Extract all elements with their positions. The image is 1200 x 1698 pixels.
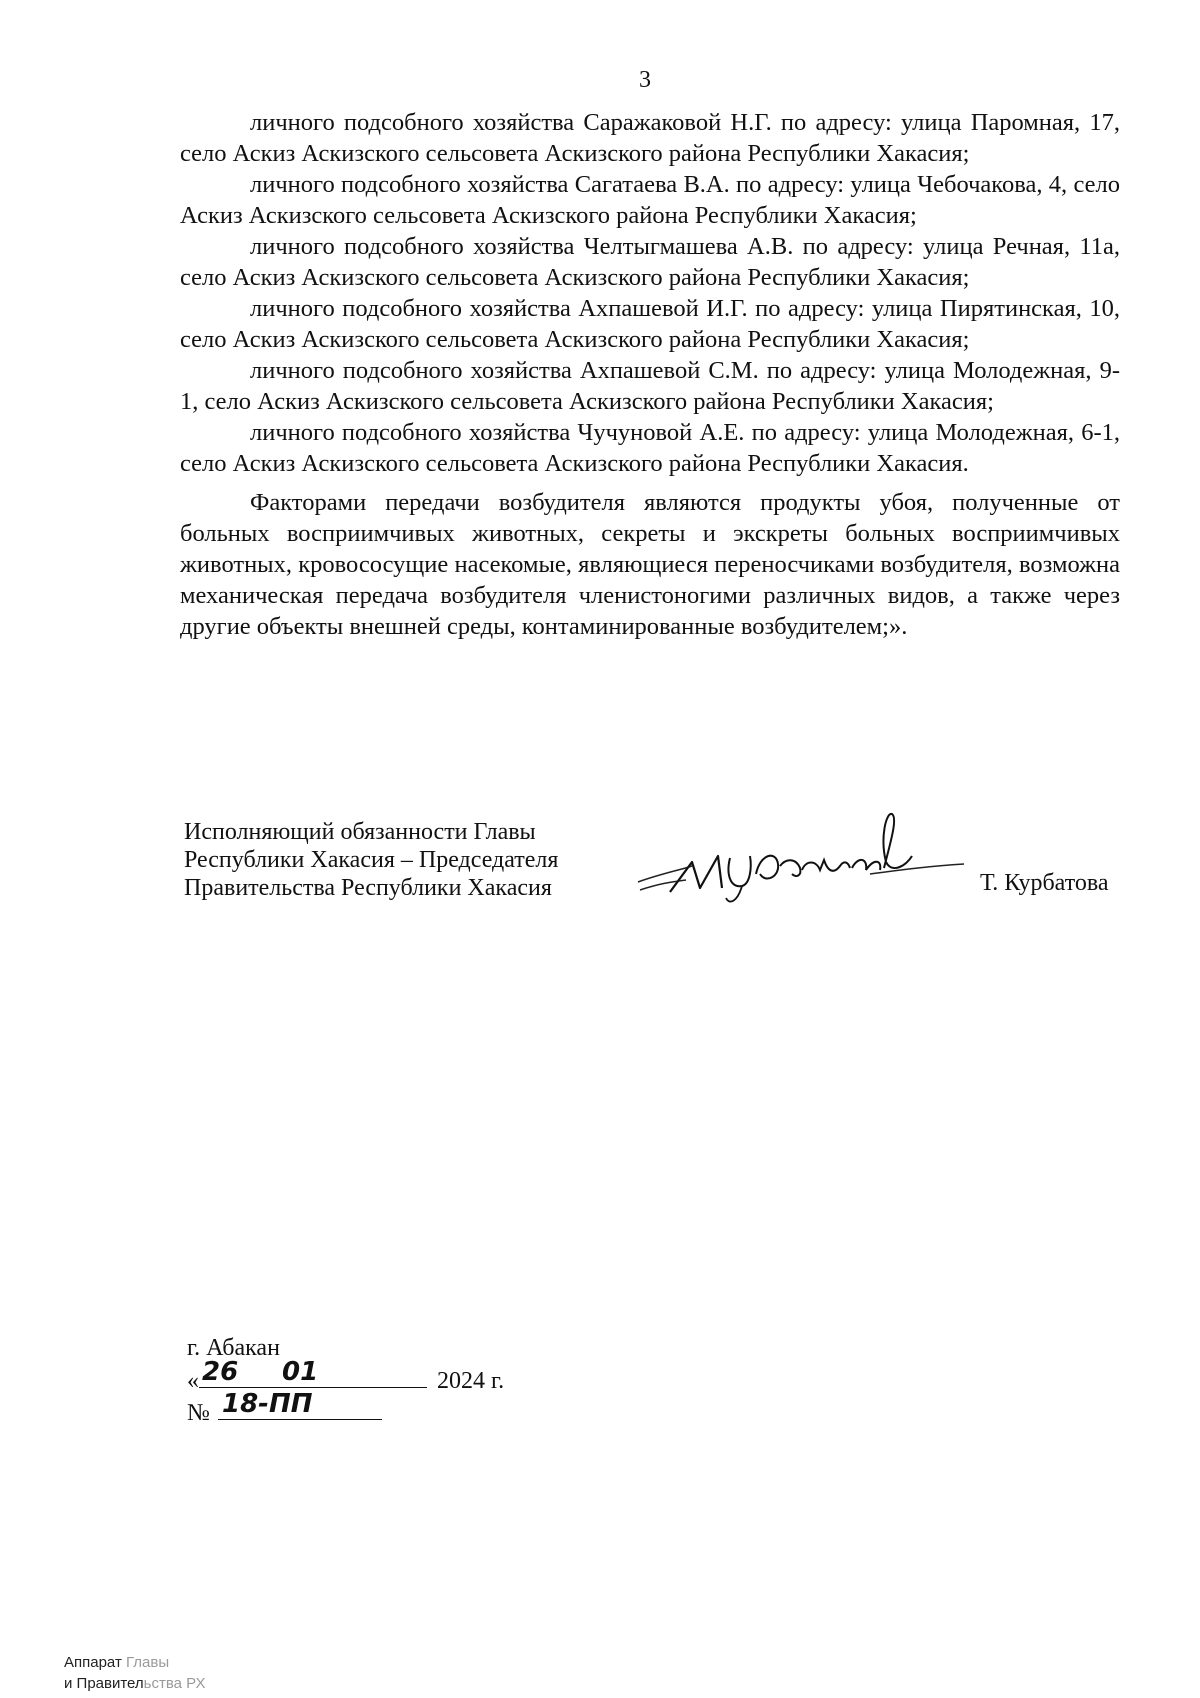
stamp-line xyxy=(64,1652,206,1673)
signer-name: Т. Курбатова xyxy=(980,870,1109,896)
paragraph-transmission-factors: Факторами передачи возбудителя являются продукты убоя, полученные от больных восприимчивых животных, секреты и экскреты больных восприимчивых животных, кровососущие насекомые, являющиеся переносчиками возбудителя, возможна механическая передача возбудителя членистоногими различных видов, а также через другие объекты внешней среды, контаминированные возбудителем;». xyxy=(180,489,1120,640)
position-line: Правительства Республики Хакасия xyxy=(184,875,552,901)
registration-stamp xyxy=(64,1652,206,1694)
stamp-text-line1-faint: Главы xyxy=(126,1654,170,1671)
signatory-position xyxy=(184,818,558,902)
position-line: Республики Хакасия – Председателя xyxy=(184,847,559,873)
page-number: 3 xyxy=(639,67,651,93)
paragraph: личного подсобного хозяйства Сагатаева В.А. по адресу: улица Чебочакова, 4, село Аскиз Аскизского сельсовета Аскизского района Республики Хакасия; xyxy=(180,171,1120,229)
paragraph: личного подсобного хозяйства Челтыгмашева А.В. по адресу: улица Речная, 11а, село Аскиз Аскизского сельсовета Аскизского района Республики Хакасия; xyxy=(180,233,1120,291)
paragraph: личного подсобного хозяйства Чучуновой А.Е. по адресу: улица Молодежная, 6-1, село Аскиз Аскизского сельсовета Аскизского района Республики Хакасия. xyxy=(180,419,1120,477)
number-label: № xyxy=(187,1400,210,1426)
date-year: 2024 г. xyxy=(437,1368,505,1394)
date-open-quote: « xyxy=(187,1368,199,1394)
handwritten-date-month: 01 xyxy=(282,1357,319,1387)
paragraph: личного подсобного хозяйства Ахпашевой И.Г. по адресу: улица Пирятинская, 10, село Аскиз Аскизского сельсовета Аскизского района Республики Хакасия; xyxy=(180,295,1120,353)
document-body xyxy=(180,107,1120,642)
paragraph: личного подсобного хозяйства Ахпашевой С.М. по адресу: улица Молодежная, 9-1, село Аскиз Аскизского сельсовета Аскизского района Республики Хакасия; xyxy=(180,357,1120,415)
handwritten-date-day: 26 xyxy=(202,1357,239,1387)
position-line: Исполняющий обязанности Главы xyxy=(184,819,536,845)
handwritten-document-number: 18-ПП xyxy=(222,1389,313,1419)
stamp-text-line2-faint: ьства РХ xyxy=(143,1675,206,1692)
paragraph: личного подсобного хозяйства Саражаковой Н.Г. по адресу: улица Паромная, 17, село Аскиз Аскизского сельсовета Аскизского района Республики Хакасия; xyxy=(180,109,1120,167)
stamp-text-line1: Аппарат xyxy=(64,1654,122,1671)
stamp-text-line2: и Правител xyxy=(64,1675,144,1692)
stamp-line xyxy=(64,1673,206,1694)
place-of-signing: г. Абакан xyxy=(187,1335,280,1361)
handwritten-signature-icon xyxy=(630,804,970,904)
